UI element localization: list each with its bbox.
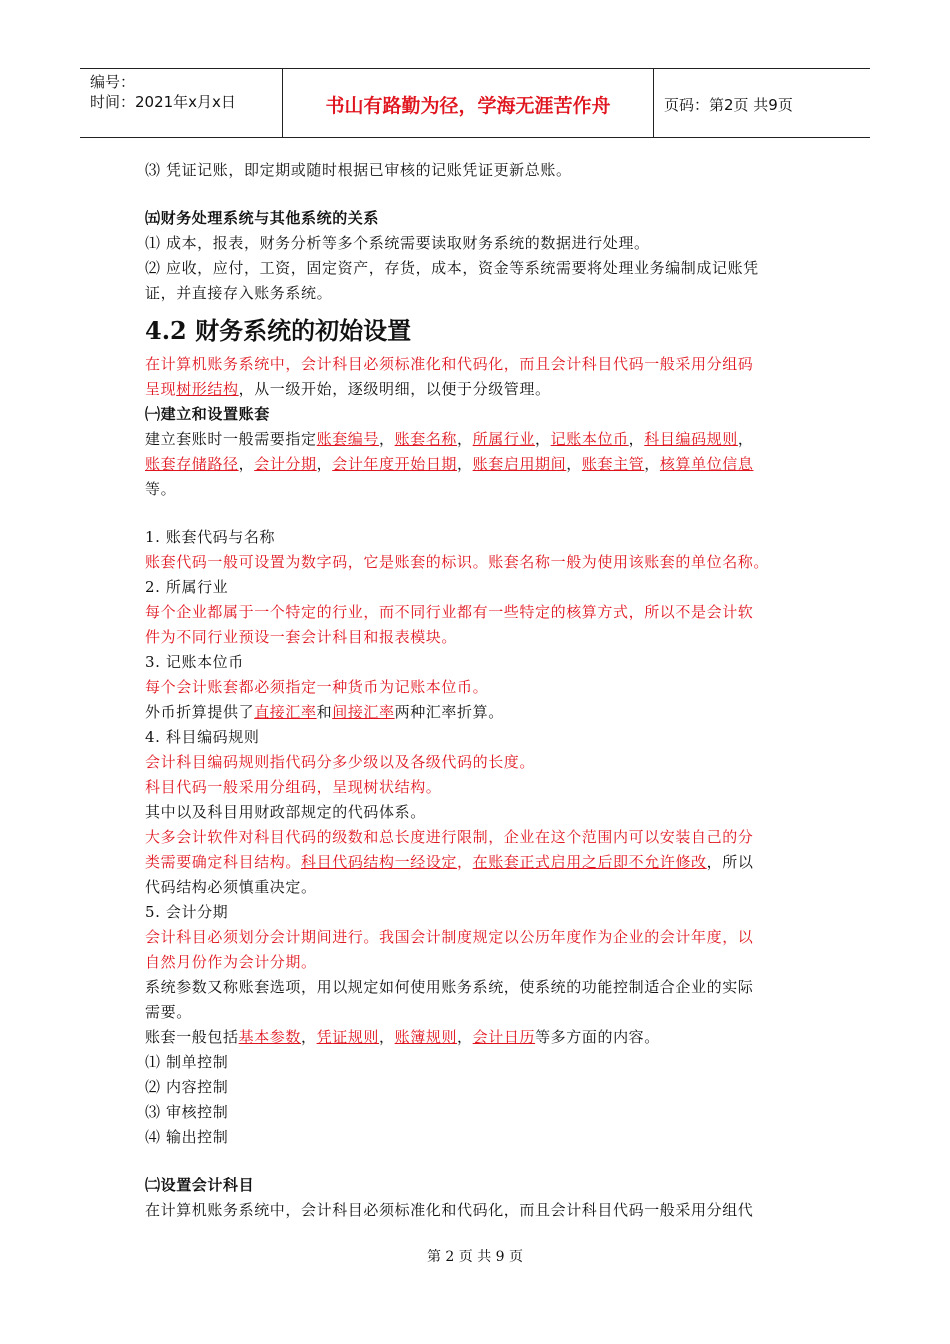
text-span: 1. 账套代码与名称 xyxy=(145,528,276,546)
text-line xyxy=(145,231,813,256)
text-span: 3. 记账本位币 xyxy=(145,653,244,671)
text-line xyxy=(145,1125,813,1150)
text-span: 会计科目必须划分会计期间进行。我国会计制度规定以公历年度作为企业的会计年度，以 xyxy=(145,928,754,946)
text-span: 在计算机账务系统中，会计科目必须标准化和代码化，而且会计科目代码一般采用分组码 xyxy=(145,355,754,373)
paragraph-gap xyxy=(145,1150,813,1173)
underlined-term: 账套主管 xyxy=(581,455,645,473)
text-span: 每个企业都属于一个特定的行业，而不同行业都有一些特定的核算方式，所以不是会计软 xyxy=(145,603,754,621)
text-span: ， xyxy=(316,455,333,473)
text-span: 类需要确定科目结构。 xyxy=(145,853,302,871)
underlined-term: 所属行业 xyxy=(472,430,536,448)
underlined-term: 账套编号 xyxy=(316,430,380,448)
document-body xyxy=(145,158,813,1223)
text-span: ，所以 xyxy=(706,853,754,871)
text-span: ， xyxy=(628,430,645,448)
underlined-term: 账簿规则 xyxy=(394,1028,458,1046)
text-span: ， xyxy=(238,455,255,473)
text-span: 每个会计账套都必须指定一种货币为记账本位币。 xyxy=(145,678,489,696)
text-span: ㈡设置会计科目 xyxy=(145,1176,255,1194)
text-span: 4.2 财务系统的初始设置 xyxy=(145,316,412,345)
text-line xyxy=(145,725,813,750)
text-span: 账套代码一般可设置为数字码，它是账套的标识。账套名称一般为使用该账套的单位名称。 xyxy=(145,553,770,571)
text-span: 科目代码一般采用分组码，呈现树状结构。 xyxy=(145,778,442,796)
text-span: 4. 科目编码规则 xyxy=(145,728,260,746)
text-span: 证，并直接存入账务系统。 xyxy=(145,284,333,302)
text-line xyxy=(145,850,813,875)
text-span: 呈现 xyxy=(145,380,177,398)
text-line xyxy=(145,377,813,402)
text-line xyxy=(145,775,813,800)
text-line xyxy=(145,256,813,281)
subsection-heading xyxy=(145,402,813,427)
text-span: 两种汇率折算。 xyxy=(394,703,504,721)
text-span: ， xyxy=(566,455,582,473)
text-line xyxy=(145,1100,813,1125)
text-line xyxy=(145,452,813,477)
text-span: ， xyxy=(737,430,754,448)
text-span: ， xyxy=(535,430,551,448)
header-page-cell xyxy=(654,69,870,137)
paragraph-gap xyxy=(145,502,813,525)
text-span: ，从一级开始，逐级明细，以便于分级管理。 xyxy=(238,380,551,398)
text-line xyxy=(145,625,813,650)
text-span: 件为不同行业预设一套会计科目和报表模块。 xyxy=(145,628,458,646)
text-span: ㈤财务处理系统与其他系统的关系 xyxy=(145,209,380,227)
underlined-term: 科目编码规则 xyxy=(644,430,738,448)
text-span: ， xyxy=(644,455,660,473)
underlined-term: 科目代码结构一经设定 xyxy=(301,853,458,871)
text-line xyxy=(145,1198,813,1223)
text-span: 账套一般包括 xyxy=(145,1028,239,1046)
underlined-term: 基本参数 xyxy=(238,1028,302,1046)
text-span: ， xyxy=(379,1028,395,1046)
text-span: 需要。 xyxy=(145,1003,192,1021)
text-line xyxy=(145,700,813,725)
text-span: ⑵ 内容控制 xyxy=(145,1078,229,1096)
text-span: ⑵ 应收，应付，工资，固定资产，存货，成本，资金等系统需要将处理业务编制成记账凭 xyxy=(145,259,759,277)
page-footer: 第 2 页 共 9 页 xyxy=(426,1249,524,1265)
text-line xyxy=(145,975,813,1000)
underlined-term: 树形结构 xyxy=(176,380,239,398)
text-span: 会计科目编码规则指代码分多少级以及各级代码的长度。 xyxy=(145,753,536,771)
text-line xyxy=(145,575,813,600)
text-line xyxy=(145,1025,813,1050)
text-line xyxy=(145,477,813,502)
underlined-term: 凭证规则 xyxy=(316,1028,380,1046)
text-span: 自然月份作为会计分期。 xyxy=(145,953,317,971)
text-line xyxy=(145,600,813,625)
page-header xyxy=(80,68,870,138)
text-span: ， xyxy=(379,430,395,448)
page-number-label: 页码：第2页 共9页 xyxy=(664,96,793,114)
text-span: ㈠建立和设置账套 xyxy=(145,405,270,423)
underlined-term: 账套存储路径 xyxy=(145,455,239,473)
underlined-term: 记账本位币 xyxy=(550,430,629,448)
paragraph-gap xyxy=(145,183,813,206)
underlined-term: 账套名称 xyxy=(394,430,458,448)
text-line xyxy=(145,875,813,900)
underlined-term: 间接汇率 xyxy=(332,703,395,721)
text-span: 和 xyxy=(316,703,333,721)
text-span: ， xyxy=(301,1028,317,1046)
text-span: 2. 所属行业 xyxy=(145,578,229,596)
text-line xyxy=(145,1075,813,1100)
underlined-term: 会计分期 xyxy=(254,455,317,473)
text-span: 外币折算提供了 xyxy=(145,703,255,721)
text-line xyxy=(145,825,813,850)
header-motto-cell xyxy=(283,69,654,137)
time-label: 时间：2021年x月x日 xyxy=(90,93,236,111)
motto: 书山有路勤为径，学海无涯苦作舟 xyxy=(325,95,611,117)
text-line xyxy=(145,550,813,575)
text-span: ⑴ 成本，报表，财务分析等多个系统需要读取财务系统的数据进行处理。 xyxy=(145,234,650,252)
text-span: 建立套账时一般需要指定 xyxy=(145,430,317,448)
text-span: ⑶ 审核控制 xyxy=(145,1103,229,1121)
text-span: 5. 会计分期 xyxy=(145,903,229,921)
text-line xyxy=(145,352,813,377)
text-line xyxy=(145,281,813,306)
text-line xyxy=(145,950,813,975)
text-line xyxy=(145,427,813,452)
text-line xyxy=(145,925,813,950)
text-span: 代码结构必须慎重决定。 xyxy=(145,878,317,896)
header-info-cell xyxy=(80,69,283,137)
text-span: 大多会计软件对科目代码的级数和总长度进行限制，企业在这个范围内可以安装自己的分 xyxy=(145,828,754,846)
text-span: ， xyxy=(457,1028,473,1046)
section-title xyxy=(145,310,813,352)
underlined-term: 核算单位信息 xyxy=(659,455,754,473)
text-span: ⑷ 输出控制 xyxy=(145,1128,229,1146)
text-span: ⑶ 凭证记账，即定期或随时根据已审核的记账凭证更新总账。 xyxy=(145,161,572,179)
underlined-term: 在账套正式启用之后即不允许修改 xyxy=(472,853,707,871)
text-span: ， xyxy=(457,430,473,448)
text-span: 等多方面的内容。 xyxy=(535,1028,660,1046)
underlined-term: 账套启用期间 xyxy=(472,455,567,473)
text-span: 系统参数又称账套选项，用以规定如何使用账务系统，使系统的功能控制适合企业的实际 xyxy=(145,978,754,996)
text-line xyxy=(145,650,813,675)
subsection-heading xyxy=(145,1173,813,1198)
text-span: 其中以及科目用财政部规定的代码体系。 xyxy=(145,803,426,821)
text-span: 等。 xyxy=(145,480,177,498)
text-line xyxy=(145,525,813,550)
underlined-term: 会计年度开始日期 xyxy=(332,455,458,473)
text-line xyxy=(145,675,813,700)
text-span: ， xyxy=(457,455,473,473)
text-line xyxy=(145,750,813,775)
text-line xyxy=(145,158,813,183)
underlined-term: 直接汇率 xyxy=(254,703,317,721)
text-span: ⑴ 制单控制 xyxy=(145,1053,229,1071)
underlined-term: 会计日历 xyxy=(472,1028,536,1046)
text-line xyxy=(145,900,813,925)
text-span: 在计算机账务系统中，会计科目必须标准化和代码化，而且会计科目代码一般采用分组代 xyxy=(145,1201,754,1219)
number-label: 编号： xyxy=(90,73,136,91)
text-span: ， xyxy=(457,853,473,871)
text-line xyxy=(145,800,813,825)
text-line xyxy=(145,1050,813,1075)
subsection-heading xyxy=(145,206,813,231)
text-line xyxy=(145,1000,813,1025)
